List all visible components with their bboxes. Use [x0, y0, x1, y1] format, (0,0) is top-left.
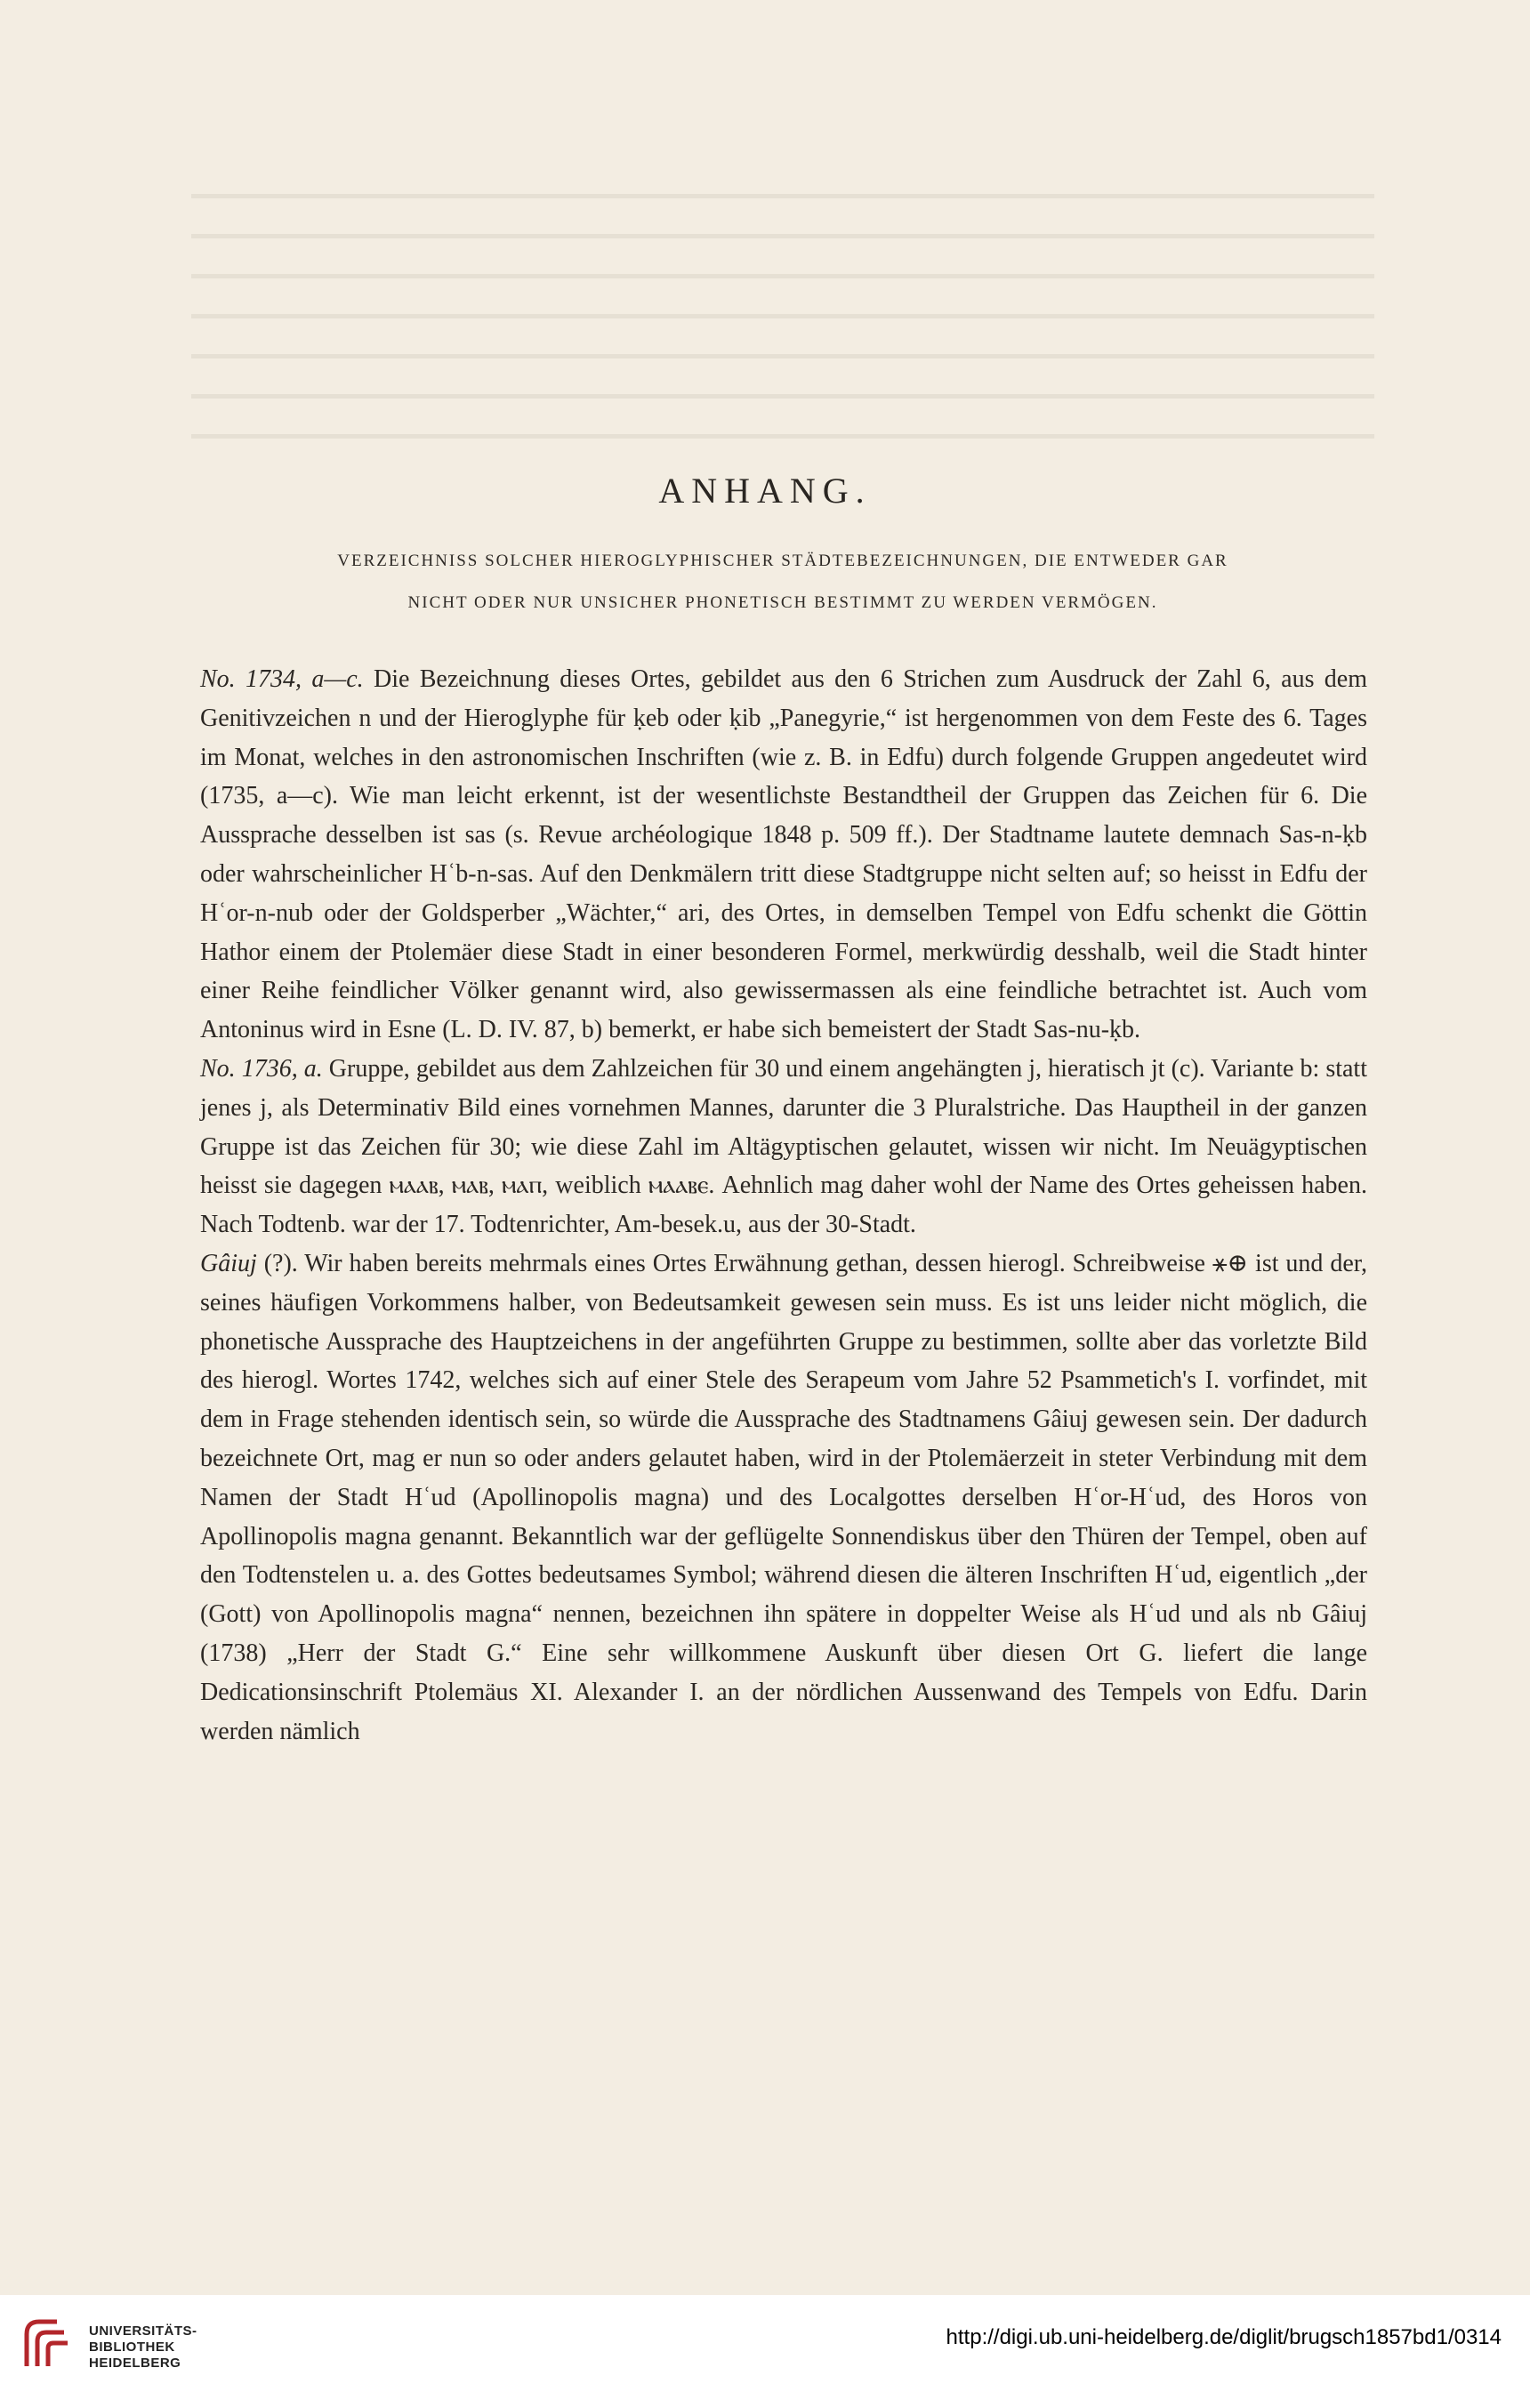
institution-line: HEIDELBERG — [89, 2356, 181, 2371]
bleed-through-text — [191, 169, 1374, 454]
body-text — [200, 660, 1367, 1751]
entry-lead: Gâiuj — [200, 1249, 257, 1277]
library-logo-icon — [18, 2315, 75, 2372]
footer-bar — [0, 2295, 1530, 2408]
entry-paragraph — [200, 660, 1367, 1050]
entry-text: Die Bezeichnung dieses Ortes, gebildet aus den 6 Strichen zum Ausdruck der Zahl 6, aus dem Genitivzeichen n und der Hieroglyphe für ḳeb oder ḳib „Panegyrie,“ ist hergenommen von dem Feste des 6. Tages im Monat, welches in den astronomischen Inschriften (wie z. B. in Edfu) durch folgende Gruppen angedeutet wird (1735, a—c). Wie man leicht erkennt, ist der wesentlichste Bestandtheil der Gruppen das Zeichen für 6. Die Aussprache desselben ist sas (s. Revue archéologique 1848 p. 509 ff.). Der Stadtname lautete demnach Sas-n-ḳb oder wahrscheinlicher Hʿb-n-sas. Auf den Denkmälern tritt diese Stadtgruppe nicht selten auf; so heisst in Edfu der Hʿor-n-nub oder der Goldsperber „Wächter,“ ari, des Ortes, in demselben Tempel von Edfu schenkt die Göttin Hathor einem der Ptolemäer diese Stadt in einer besonderen Formel, merkwürdig desshalb, weil die Stadt hinter einer Reihe feindlicher Völker genannt wird, also gewissermassen als eine feindliche betrachtet ist. Auch vom Antoninus wird in Esne (L. D. IV. 87, b) bemerkt, er habe sich bemeistert der Stadt Sas-nu-ḳb. — [200, 665, 1368, 1044]
institution-line: BIBLIOTHEK — [89, 2340, 175, 2355]
entry-paragraph — [200, 1050, 1367, 1244]
institution-name — [89, 2323, 197, 2372]
section-subheading-line-2: NICHT ODER NUR UNSICHER PHONETISCH BESTIMMT ZU WERDEN VERMÖGEN. — [407, 593, 1158, 612]
section-subheading-line-1: VERZEICHNISS SOLCHER HIEROGLYPHISCHER STÄDTEBEZEICHNUNGEN, DIE ENTWEDER GAR — [337, 552, 1228, 570]
entry-text: (?). Wir haben bereits mehrmals eines Ortes Erwähnung gethan, dessen hierogl. Schreibweise ⚹⊕ ist und der, seines häufigen Vorkommens halber, von Bedeutsamkeit gewesen sein muss. Es ist uns leider nicht möglich, die phonetische Aussprache des Hauptzeichens in der angeführten Gruppe zu bestimmen, sollte aber das vorletzte Bild des hierogl. Wortes 1742, welches sich auf einer Stele des Serapeum vom Jahre 52 Psammetich's I. vorfindet, mit dem in Frage stehenden identisch sein, so würde die Aussprache des Stadtnamens Gâiuj gewesen sein. Der dadurch bezeichnete Ort, mag er nun so oder anders gelautet haben, wird in der Ptolemäerzeit in steter Verbindung mit dem Namen der Stadt Hʿud (Apollinopolis magna) und des Localgottes derselben Hʿor-Hʿud, des Horos von Apollinopolis magna genannt. Bekanntlich war der geflügelte Sonnendiskus über den Thüren der Tempel, oben auf den Todtenstelen u. a. des Gottes bedeutsames Symbol; während diesen die älteren Inschriften Hʿud, eigentlich „der (Gott) von Apollinopolis magna“ nennen, bezeichnen ihn spätere in doppelter Weise als Hʿud und als nb Gâiuj (1738) „Herr der Stadt G.“ Eine sehr willkommene Auskunft über diesen Ort G. liefert die lange Dedicationsinschrift Ptolemäus XI. Alexander I. an der nördlichen Aussenwand des Tempels von Edfu. Darin werden nämlich — [200, 1249, 1367, 1745]
institution-line: UNIVERSITÄTS- — [89, 2323, 197, 2339]
entry-text: Gruppe, gebildet aus dem Zahlzeichen für 30 und einem angehängten j, hieratisch jt (c). Variante b: statt jenes j, als Determinativ Bild eines vornehmen Mannes, darunter die 3 Pluralstriche. Das Hauptheil in der ganzen Gruppe ist das Zeichen für 30; wie diese Zahl im Altägyptischen gelautet, wissen wir nicht. Im Neuägyptischen heisst sie dagegen ⲙⲁⲁⲃ, ⲙⲁⲃ, ⲙⲁⲡ, weiblich ⲙⲁⲁⲃⲉ. Aehnlich mag daher wohl der Name des Ortes geheissen haben. Nach Todtenb. war der 17. Todtenrichter, Am-besek.u, aus der 30-Stadt. — [200, 1054, 1367, 1239]
entry-lead: No. 1736, a. — [200, 1054, 323, 1083]
section-heading: ANHANG. — [658, 471, 872, 511]
entry-lead: No. 1734, a—c. — [200, 665, 364, 693]
entry-paragraph — [200, 1244, 1367, 1751]
source-url-link[interactable]: http://digi.ub.uni-heidelberg.de/diglit/brugsch1857bd1/0314 — [946, 2325, 1502, 2349]
